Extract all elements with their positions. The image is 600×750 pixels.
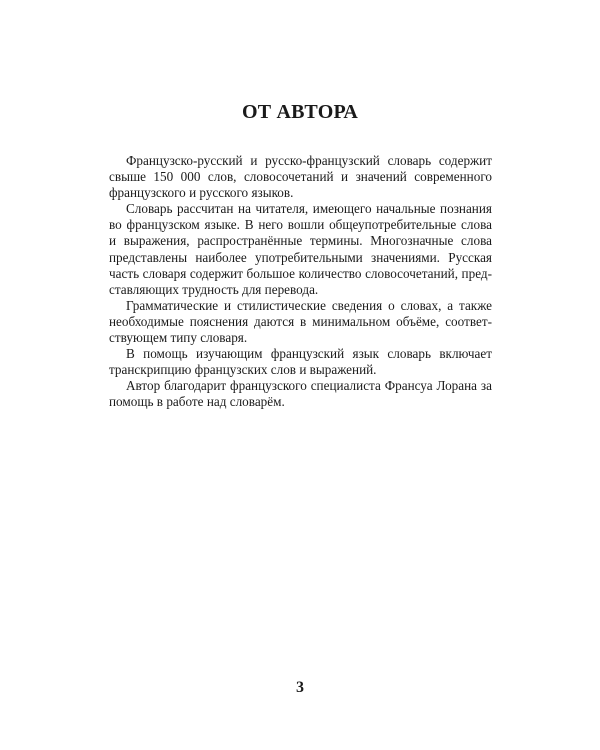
text-line: Словарь рассчитан на читателя, имеющего начальные познания <box>126 201 492 217</box>
preface-text <box>109 153 492 411</box>
text-line: необходимые пояснения даются в минимальном объёме, соответ- <box>109 313 492 329</box>
text-line: Французско-русский и русско-французский словарь содержит <box>126 153 492 168</box>
text-line: В помощь изучающим французский язык словарь включает <box>126 346 492 362</box>
paragraph <box>109 346 492 378</box>
text-line: свыше 150 000 слов, словосочетаний и значений современного <box>109 169 492 185</box>
paragraph <box>109 153 492 201</box>
text-line: Автор благодарит французского специалиста Франсуа Лорана за <box>126 378 492 394</box>
text-line: транскрипцию французских слов и выражений. <box>109 362 377 378</box>
paragraph <box>109 201 492 298</box>
text-line: французского и русского языков. <box>109 185 294 201</box>
page-number: 3 <box>296 679 304 696</box>
text-line: ставляющих трудность для перевода. <box>109 281 319 297</box>
text-line: Грамматические и стилистические сведения о словах, а также <box>126 297 492 313</box>
text-line: во французском языке. В него вошли общеупотребительные слова <box>109 217 492 233</box>
paragraph <box>109 378 492 410</box>
text-line: ствующем типу словаря. <box>109 330 248 346</box>
page-title: ОТ АВТОРА <box>242 101 358 123</box>
text-line: помощь в работе над словарём. <box>109 394 285 410</box>
text-line: представлены наиболее употребительными значениями. Русская <box>109 249 492 265</box>
paragraph <box>109 298 492 346</box>
text-line: часть словаря содержит большое количество словосочетаний, пред- <box>109 265 492 281</box>
text-line: и выражения, распространённые термины. Многозначные слова <box>109 233 492 249</box>
